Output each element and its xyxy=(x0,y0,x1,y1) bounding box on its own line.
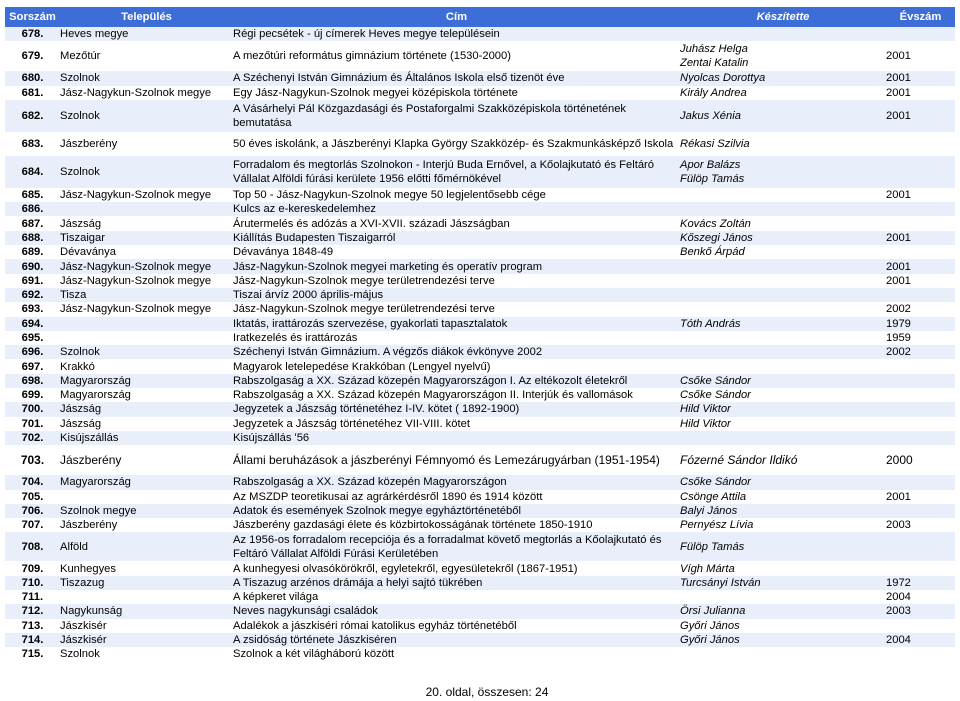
row-number: 711. xyxy=(5,590,60,604)
row-authors xyxy=(680,216,886,230)
row-place: Jászság xyxy=(60,216,233,230)
row-year: 2004 xyxy=(886,590,955,604)
row-number: 696. xyxy=(5,345,60,359)
row-number: 701. xyxy=(5,417,60,431)
row-year: 2001 xyxy=(886,259,955,273)
author-name: Győri János xyxy=(680,619,740,632)
author-name: Turcsányi István xyxy=(680,576,761,589)
author-name: Kőszegi János xyxy=(680,231,753,244)
row-authors xyxy=(680,132,886,156)
row-number: 689. xyxy=(5,245,60,259)
column-header-author: Készítette xyxy=(680,7,886,27)
author-name: Kovács Zoltán xyxy=(680,217,751,230)
row-number: 691. xyxy=(5,274,60,288)
column-header-year: Évszám xyxy=(886,7,955,27)
author-name: Vígh Márta xyxy=(680,562,735,575)
row-title: 50 éves iskolánk, a Jászberényi Klapka György Szakközép- és Szakmunkásképző Iskola xyxy=(233,132,680,156)
author-name: Juhász Helga xyxy=(680,43,748,56)
row-year xyxy=(886,374,955,388)
row-title: A Tiszazug arzénos drámája a helyi sajtó tükrében xyxy=(233,576,680,590)
row-number: 687. xyxy=(5,216,60,230)
row-title: Állami beruházások a jászberényi Fémnyomó és Lemezárugyárban (1951-1954) xyxy=(233,445,680,475)
table-row xyxy=(5,576,955,590)
row-title: Neves nagykunsági családok xyxy=(233,604,680,618)
row-title: Forradalom és megtorlás Szolnokon - Interjú Buda Ernővel, a Kőolajkutató és Feltáró Vállalat Alföldi fúrási kerülete 1956 előtti főmérnökével xyxy=(233,156,680,188)
row-number: 709. xyxy=(5,561,60,575)
row-year xyxy=(886,359,955,373)
row-title: Adalékok a jászkiséri római katolikus egyház történetéből xyxy=(233,619,680,633)
row-number: 678. xyxy=(5,27,60,41)
table-row xyxy=(5,331,955,345)
author-name: Pernyész Lívia xyxy=(680,519,754,532)
row-number: 693. xyxy=(5,302,60,316)
row-place: Tiszazug xyxy=(60,576,233,590)
row-title: Jegyzetek a Jászság történetéhez VII-VIII. kötet xyxy=(233,417,680,431)
table-row xyxy=(5,445,955,475)
row-title: Iratkezelés és irattározás xyxy=(233,331,680,345)
row-title: A Széchenyi István Gimnázium és Általános Iskola első tizenöt éve xyxy=(233,71,680,85)
author-name: Benkő Árpád xyxy=(680,246,745,259)
row-title: Jegyzetek a Jászság történetéhez I-IV. kötet ( 1892-1900) xyxy=(233,402,680,416)
author-name: Örsi Julianna xyxy=(680,605,746,618)
row-place: Szolnok xyxy=(60,100,233,132)
row-title: Egy Jász-Nagykun-Szolnok megyei középiskola története xyxy=(233,86,680,100)
row-year: 2004 xyxy=(886,633,955,647)
row-authors xyxy=(680,532,886,561)
table-row xyxy=(5,431,955,445)
table-row xyxy=(5,41,955,71)
row-authors xyxy=(680,475,886,489)
row-year xyxy=(886,245,955,259)
row-title: Az MSZDP teoretikusai az agrárkérdésről 1890 és 1914 között xyxy=(233,490,680,504)
row-year: 2001 xyxy=(886,100,955,132)
row-authors xyxy=(680,359,886,373)
row-year xyxy=(886,216,955,230)
row-authors xyxy=(680,374,886,388)
author-name: Csőke Sándor xyxy=(680,389,751,402)
row-number: 708. xyxy=(5,532,60,561)
row-place: Jászkisér xyxy=(60,619,233,633)
row-authors xyxy=(680,604,886,618)
author-name: Balyi János xyxy=(680,504,738,517)
row-authors xyxy=(680,259,886,273)
table-row xyxy=(5,132,955,156)
row-number: 710. xyxy=(5,576,60,590)
row-title: Rabszolgaság a XX. Század közepén Magyarországon I. Az eltékozolt életekről xyxy=(233,374,680,388)
row-number: 685. xyxy=(5,188,60,202)
table-row xyxy=(5,633,955,647)
table-row xyxy=(5,504,955,518)
author-name: Rékasi Szilvia xyxy=(680,137,750,150)
table-row xyxy=(5,359,955,373)
author-name: Jakus Xénia xyxy=(680,109,741,122)
table-row xyxy=(5,86,955,100)
row-title: Top 50 - Jász-Nagykun-Szolnok megye 50 legjelentősebb cége xyxy=(233,188,680,202)
author-name: Csőke Sándor xyxy=(680,374,751,387)
row-number: 712. xyxy=(5,604,60,618)
row-authors xyxy=(680,388,886,402)
row-year xyxy=(886,402,955,416)
row-place: Jászkisér xyxy=(60,633,233,647)
row-place: Szolnok xyxy=(60,156,233,188)
row-title: A Vásárhelyi Pál Közgazdasági és Postaforgalmi Szakközépiskola történetének bemutatása xyxy=(233,100,680,132)
row-year: 2000 xyxy=(886,445,955,475)
table-row xyxy=(5,647,955,661)
table-row xyxy=(5,490,955,504)
row-year: 2002 xyxy=(886,345,955,359)
row-place: Jászberény xyxy=(60,132,233,156)
table-row xyxy=(5,259,955,273)
row-year: 2002 xyxy=(886,302,955,316)
row-place: Magyarország xyxy=(60,388,233,402)
row-number: 680. xyxy=(5,71,60,85)
row-authors xyxy=(680,633,886,647)
row-year: 2001 xyxy=(886,188,955,202)
row-title: Az 1956-os forradalom recepciója és a forradalmat követő megtorlás a Kőolajkutató és Feltáró Vállalat Alföldi Fúrási Kerületében xyxy=(233,532,680,561)
author-name: Nyolcas Dorottya xyxy=(680,72,766,85)
row-place: Heves megye xyxy=(60,27,233,41)
table-row xyxy=(5,288,955,302)
table-header xyxy=(5,7,955,27)
row-title: Rabszolgaság a XX. Század közepén Magyarországon xyxy=(233,475,680,489)
row-title: Kiállítás Budapesten Tiszaigarról xyxy=(233,231,680,245)
table-row xyxy=(5,245,955,259)
author-name: Tóth András xyxy=(680,317,741,330)
table-row xyxy=(5,27,955,41)
row-place xyxy=(60,331,233,345)
row-number: 713. xyxy=(5,619,60,633)
row-place: Szolnok xyxy=(60,345,233,359)
row-year: 2001 xyxy=(886,490,955,504)
row-place: Jászság xyxy=(60,402,233,416)
author-name: Csőke Sándor xyxy=(680,476,751,489)
row-authors xyxy=(680,647,886,661)
row-authors xyxy=(680,41,886,71)
table-row xyxy=(5,188,955,202)
table-row xyxy=(5,604,955,618)
table-row xyxy=(5,100,955,132)
row-place: Jászság xyxy=(60,417,233,431)
author-name: Zentai Katalin xyxy=(680,57,749,70)
row-year: 2001 xyxy=(886,274,955,288)
row-place xyxy=(60,202,233,216)
row-title: Magyarok letelepedése Krakkóban (Lengyel nyelvű) xyxy=(233,359,680,373)
row-authors xyxy=(680,288,886,302)
row-title: Tiszai árvíz 2000 április-május xyxy=(233,288,680,302)
page-footer: 20. oldal, összesen: 24 xyxy=(425,685,549,699)
row-year xyxy=(886,288,955,302)
row-number: 703. xyxy=(5,445,60,475)
row-authors xyxy=(680,490,886,504)
row-place: Jász-Nagykun-Szolnok megye xyxy=(60,274,233,288)
row-place: Tiszaigar xyxy=(60,231,233,245)
table-row xyxy=(5,402,955,416)
row-year xyxy=(886,202,955,216)
table-row xyxy=(5,71,955,85)
row-authors xyxy=(680,71,886,85)
row-number: 682. xyxy=(5,100,60,132)
table-row xyxy=(5,156,955,188)
row-authors xyxy=(680,156,886,188)
row-number: 697. xyxy=(5,359,60,373)
row-authors xyxy=(680,274,886,288)
author-name: Apor Balázs xyxy=(680,158,741,171)
row-number: 692. xyxy=(5,288,60,302)
author-name: Fülöp Tamás xyxy=(680,172,745,185)
row-place: Jász-Nagykun-Szolnok megye xyxy=(60,86,233,100)
row-authors xyxy=(680,619,886,633)
row-number: 715. xyxy=(5,647,60,661)
table-row xyxy=(5,532,955,561)
row-number: 699. xyxy=(5,388,60,402)
row-authors xyxy=(680,561,886,575)
row-title: Iktatás, irattározás szervezése, gyakorlati tapasztalatok xyxy=(233,317,680,331)
row-number: 704. xyxy=(5,475,60,489)
row-title: A kunhegyesi olvasókörökről, egyletekről, egyesületekről (1867-1951) xyxy=(233,561,680,575)
author-name: Fülöp Tamás xyxy=(680,540,745,553)
row-authors xyxy=(680,576,886,590)
row-authors xyxy=(680,345,886,359)
row-number: 688. xyxy=(5,231,60,245)
row-number: 698. xyxy=(5,374,60,388)
row-year xyxy=(886,561,955,575)
row-place: Jászberény xyxy=(60,518,233,532)
row-title: A képkeret világa xyxy=(233,590,680,604)
row-authors xyxy=(680,231,886,245)
table-row xyxy=(5,374,955,388)
row-place: Nagykunság xyxy=(60,604,233,618)
row-title: Régi pecsétek - új címerek Heves megye településein xyxy=(233,27,680,41)
row-year: 1972 xyxy=(886,576,955,590)
row-authors xyxy=(680,518,886,532)
row-year xyxy=(886,388,955,402)
table-row xyxy=(5,518,955,532)
row-place xyxy=(60,490,233,504)
row-authors xyxy=(680,202,886,216)
row-place: Magyarország xyxy=(60,374,233,388)
column-header-number: Sorszám xyxy=(5,7,60,27)
row-authors xyxy=(680,417,886,431)
row-number: 694. xyxy=(5,317,60,331)
row-title: Jász-Nagykun-Szolnok megye területrendezési terve xyxy=(233,274,680,288)
table-row xyxy=(5,345,955,359)
table-row xyxy=(5,202,955,216)
row-title: Jász-Nagykun-Szolnok megyei marketing és operatív program xyxy=(233,259,680,273)
row-authors xyxy=(680,100,886,132)
row-number: 714. xyxy=(5,633,60,647)
row-authors xyxy=(680,504,886,518)
row-place: Szolnok xyxy=(60,71,233,85)
row-place: Jászberény xyxy=(60,445,233,475)
row-number: 705. xyxy=(5,490,60,504)
table-row xyxy=(5,475,955,489)
row-title: A mezőtúri református gimnázium története (1530-2000) xyxy=(233,41,680,71)
row-year xyxy=(886,431,955,445)
row-title: Jászberény gazdasági élete és közbirtokosságának története 1850-1910 xyxy=(233,518,680,532)
row-authors xyxy=(680,302,886,316)
row-year xyxy=(886,647,955,661)
column-header-place: Település xyxy=(60,7,233,27)
row-place: Jász-Nagykun-Szolnok megye xyxy=(60,302,233,316)
author-name: Csönge Attila xyxy=(680,490,747,503)
row-place: Krakkó xyxy=(60,359,233,373)
row-title: Árutermelés és adózás a XVI-XVII. századi Jászságban xyxy=(233,216,680,230)
author-name: Király Andrea xyxy=(680,86,747,99)
row-year: 1979 xyxy=(886,317,955,331)
table-row xyxy=(5,590,955,604)
row-number: 684. xyxy=(5,156,60,188)
author-name: Győri János xyxy=(680,634,740,647)
row-place: Kunhegyes xyxy=(60,561,233,575)
table-row xyxy=(5,317,955,331)
row-authors xyxy=(680,331,886,345)
row-title: Kisújszállás '56 xyxy=(233,431,680,445)
row-number: 695. xyxy=(5,331,60,345)
row-year: 2001 xyxy=(886,86,955,100)
table-row xyxy=(5,417,955,431)
table-row xyxy=(5,302,955,316)
row-place: Szolnok xyxy=(60,647,233,661)
row-year: 2003 xyxy=(886,604,955,618)
row-title: Széchenyi István Gimnázium. A végzős diákok évkönyve 2002 xyxy=(233,345,680,359)
row-authors xyxy=(680,317,886,331)
row-place: Kisújszállás xyxy=(60,431,233,445)
row-year: 2001 xyxy=(886,71,955,85)
table-row xyxy=(5,231,955,245)
row-title: Kulcs az e-kereskedelemhez xyxy=(233,202,680,216)
row-year xyxy=(886,417,955,431)
row-year xyxy=(886,27,955,41)
row-number: 681. xyxy=(5,86,60,100)
author-name: Hild Viktor xyxy=(680,403,731,416)
row-number: 690. xyxy=(5,259,60,273)
author-name: Fózerné Sándor Ildikó xyxy=(680,453,798,468)
row-number: 686. xyxy=(5,202,60,216)
table-row xyxy=(5,216,955,230)
row-number: 679. xyxy=(5,41,60,71)
row-year xyxy=(886,132,955,156)
row-year: 2001 xyxy=(886,231,955,245)
row-number: 707. xyxy=(5,518,60,532)
row-place: Alföld xyxy=(60,532,233,561)
row-title: Dévaványa 1848-49 xyxy=(233,245,680,259)
row-year xyxy=(886,475,955,489)
table-body xyxy=(5,27,955,662)
row-authors xyxy=(680,402,886,416)
row-authors xyxy=(680,27,886,41)
row-place: Jász-Nagykun-Szolnok megye xyxy=(60,188,233,202)
row-title: Szolnok a két világháború között xyxy=(233,647,680,661)
row-place xyxy=(60,590,233,604)
row-title: Adatok és események Szolnok megye egyháztörténetéből xyxy=(233,504,680,518)
row-place: Jász-Nagykun-Szolnok megye xyxy=(60,259,233,273)
row-authors xyxy=(680,445,886,475)
row-year xyxy=(886,532,955,561)
row-title: A zsidóság története Jászkiséren xyxy=(233,633,680,647)
row-number: 683. xyxy=(5,132,60,156)
row-place: Szolnok megye xyxy=(60,504,233,518)
table-row xyxy=(5,561,955,575)
row-year: 1959 xyxy=(886,331,955,345)
row-authors xyxy=(680,431,886,445)
row-place xyxy=(60,317,233,331)
row-year: 2003 xyxy=(886,518,955,532)
table-row xyxy=(5,274,955,288)
row-place: Tisza xyxy=(60,288,233,302)
row-title: Rabszolgaság a XX. Század közepén Magyarországon II. Interjúk és vallomások xyxy=(233,388,680,402)
row-year xyxy=(886,504,955,518)
row-authors xyxy=(680,86,886,100)
row-authors xyxy=(680,590,886,604)
row-number: 702. xyxy=(5,431,60,445)
column-header-title: Cím xyxy=(233,7,680,27)
author-name: Hild Viktor xyxy=(680,417,731,430)
records-table xyxy=(5,7,955,662)
table-header-row xyxy=(5,7,955,27)
row-place: Mezőtúr xyxy=(60,41,233,71)
row-number: 706. xyxy=(5,504,60,518)
row-number: 700. xyxy=(5,402,60,416)
table-row xyxy=(5,619,955,633)
row-authors xyxy=(680,188,886,202)
row-year xyxy=(886,156,955,188)
row-place: Magyarország xyxy=(60,475,233,489)
row-year xyxy=(886,619,955,633)
row-year: 2001 xyxy=(886,41,955,71)
row-authors xyxy=(680,245,886,259)
row-title: Jász-Nagykun-Szolnok megye területrendezési terve xyxy=(233,302,680,316)
table-row xyxy=(5,388,955,402)
row-place: Dévaványa xyxy=(60,245,233,259)
